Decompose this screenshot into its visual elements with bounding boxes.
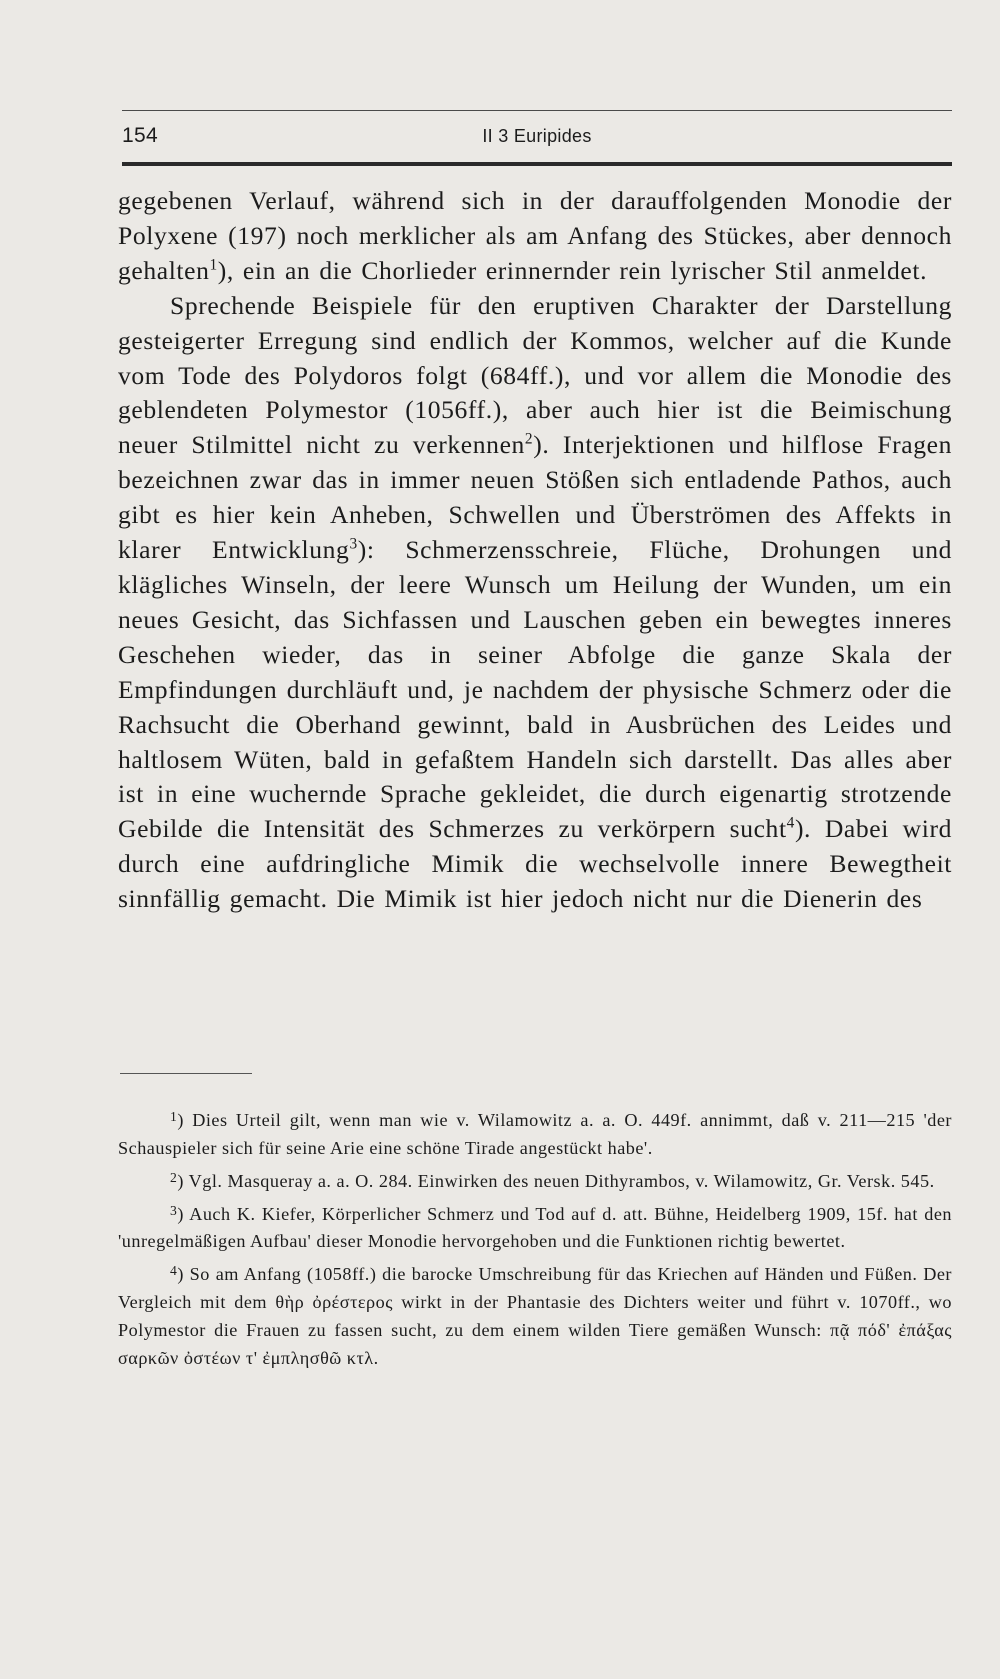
footnote-separator <box>120 1073 252 1074</box>
footnote-marker-2: 2 <box>524 430 534 448</box>
footnote-text: ) Vgl. Masqueray a. a. O. 284. Einwirken des neuen Dithyrambos, v. Wilamowitz, Gr. Versk. 545. <box>177 1170 935 1191</box>
footnote-number: 1 <box>170 1109 178 1124</box>
footnote <box>118 1164 952 1195</box>
paragraph-2-text-a: Sprechende Beispiele für den eruptiven Charakter der Darstellung gesteigerter Erregung sind endlich der Kommos, welcher auf die Kunde vom Tode des Polydoros folgt (684ff.), und vor allem die Monodie des geblendeten Polymestor (1056ff.), aber auch hier ist die Beimischung neuer Stilmittel nicht zu verkennen <box>118 290 952 460</box>
footnote <box>118 1103 952 1162</box>
footnote-number: 4 <box>170 1263 178 1279</box>
paragraph-2-text-c: ): Schmerzensschreie, Flüche, Drohungen und klägliches Winseln, der leere Wunsch um Heilung der Wunden, um ein neues Gesicht, das Sichfassen und Lauschen geben ein bewegtes inneres Geschehen wieder, das in seiner Abfolge die ganze Skala der Empfindungen durchläuft und, je nachdem der physische Schmerz oder die Rachsucht die Oberhand gewinnt, bald in Ausbrüchen des Leides und haltlosem Wüten, bald in gefaßtem Handeln sich darstellt. Das alles aber ist in eine wuchernde Sprache gekleidet, die durch eigenartig strotzende Gebilde die Intensität des Schmerzes zu verkörpern sucht <box>118 535 952 844</box>
running-head: II 3 Euripides <box>482 126 592 146</box>
footnote-text: ) Dies Urteil gilt, wenn man wie v. Wilamowitz a. a. O. 449f. annimmt, daß v. 211—215 'der Schauspieler sich für seine Arie eine schöne Tirade angestückt habe'. <box>118 1109 952 1158</box>
paragraph-2 <box>118 289 952 917</box>
footnote <box>118 1197 952 1256</box>
paragraph-1-text-a: gegebenen Verlauf, während sich in der darauffolgenden Monodie der Polyxene (197) noch merklicher als am Anfang des Stückes, aber dennoch gehalten <box>118 186 952 285</box>
footnote-text: ) So am Anfang (1058ff.) die barocke Umschreibung für das Kriechen auf Händen und Füßen. Der Vergleich mit dem θὴρ ὀρέστερος wirkt in der Phantasie des Dichters weiter und führt v. 1070ff., wo Polymestor die Frauen zu fassen sucht, zu dem einem wilden Tiere gemäßen Wunsch: πᾷ πόδ' ἐπάξας σαρκῶν ὀστέων τ' ἐμπλησθῶ κτλ. <box>118 1264 952 1369</box>
header-bottom-rule <box>122 162 952 166</box>
footnote-marker-3: 3 <box>349 535 358 553</box>
main-text <box>118 184 952 917</box>
footnote-marker-4: 4 <box>786 814 795 832</box>
page-number: 154 <box>122 124 158 147</box>
paragraph-1-text-b: ), ein an die Chorlieder erinnernder rein lyrischer Stil anmeldet. <box>217 255 928 285</box>
footnote-number: 3 <box>170 1202 178 1218</box>
paragraph-2-text-d: ). Dabei wird durch eine aufdringliche Mimik die wechselvolle innere Bewegtheit sinnfällig gemacht. Die Mimik ist hier jedoch nicht nur die Dienerin des <box>118 814 952 914</box>
page-header <box>122 120 952 154</box>
paragraph-2-text-b: ). Interjektionen und hilflose Fragen bezeichnen zwar das in immer neuen Stößen sich entladende Pathos, auch gibt es hier kein Anheben, Schwellen und Überströmen des Affekts in klarer Entwicklung <box>118 430 952 565</box>
paragraph-1 <box>118 184 952 289</box>
footnotes <box>118 1103 952 1374</box>
footnote-number: 2 <box>170 1169 178 1185</box>
header-top-rule <box>122 110 952 111</box>
footnote-text: ) Auch K. Kiefer, Körperlicher Schmerz und Tod auf d. att. Bühne, Heidelberg 1909, 15f. hat den 'unregelmäßigen Aufbau' dieser Monodie hervorgehoben und die Funktionen richtig bewertet. <box>118 1203 952 1252</box>
footnote <box>118 1257 952 1372</box>
footnote-marker-1: 1 <box>209 256 218 274</box>
